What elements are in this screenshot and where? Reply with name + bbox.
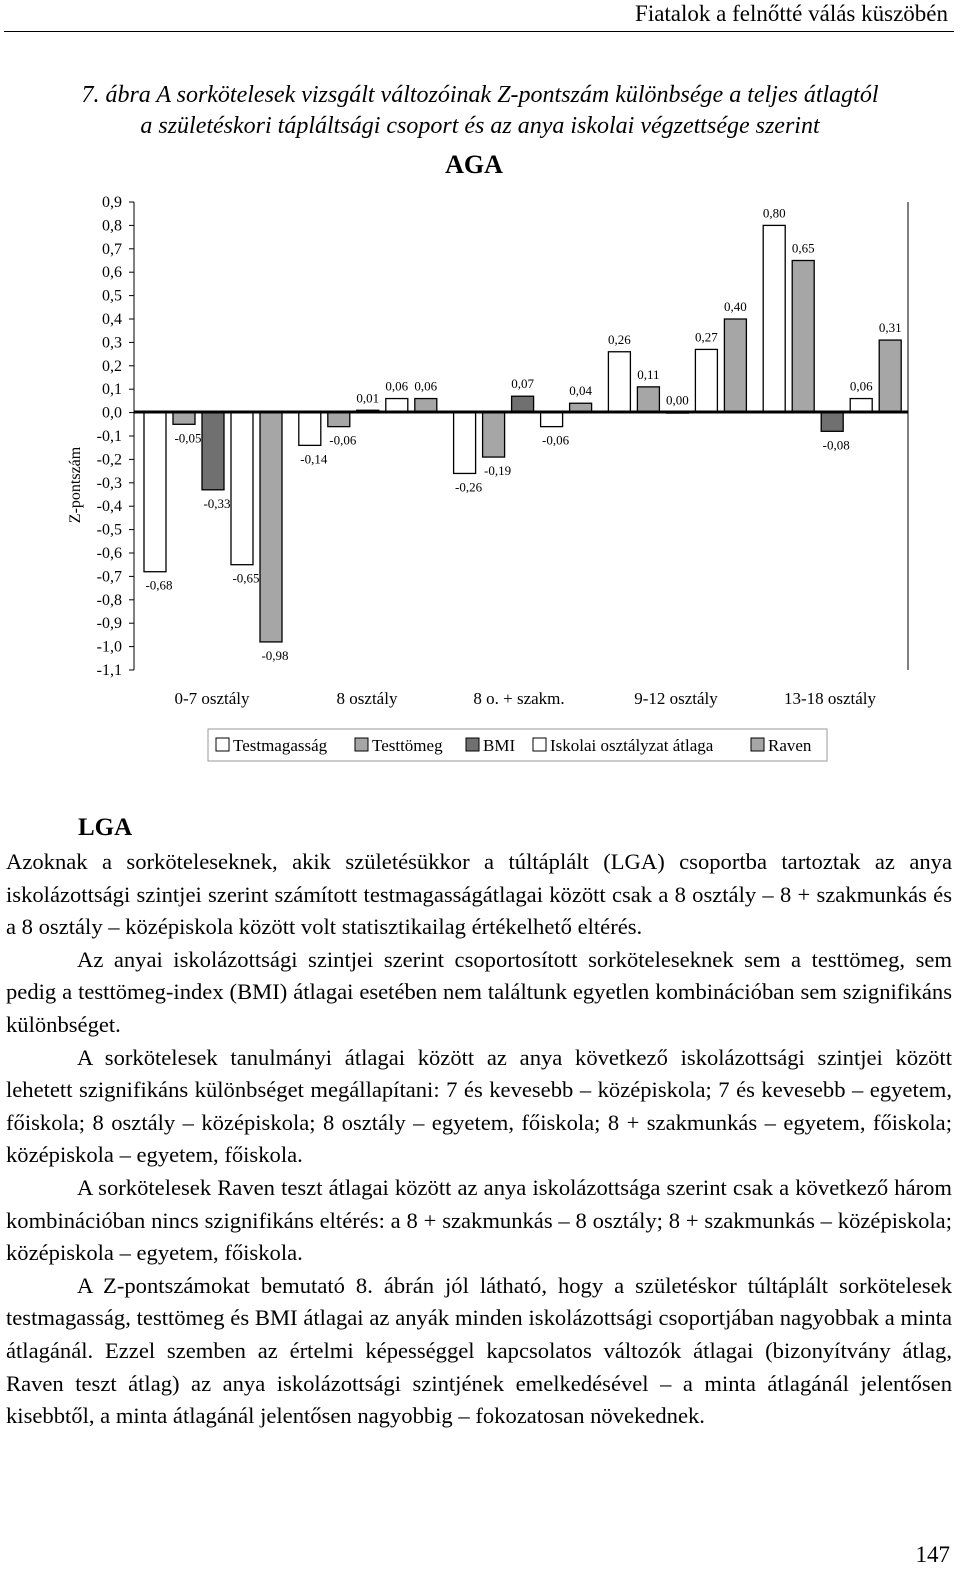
y-tick-label: 0,3 xyxy=(102,334,122,352)
bar-value-label: 0,65 xyxy=(791,240,815,256)
body-text xyxy=(6,846,952,1433)
bar-value-label: 0,06 xyxy=(849,378,873,394)
y-tick-label: -0,7 xyxy=(96,568,122,586)
y-ticks xyxy=(97,194,134,679)
paragraph-3: A sorkötelesek tanulmányi átlagai között az anya következő iskolázottsági szintjei között lehetett szignifikáns különbséget megállapítani: 7 és kevesebb – középiskola; 7 és kevesebb – egyetem, főiskola; 8 osztály – középiskola; 8 osztály – egyetem, főiskola; 8 + szakmunkás – egyetem, főiskola; középiskola – egyetem, főiskola. xyxy=(6,1044,952,1168)
running-header-text: Fiatalok a felnőtté válás küszöbén xyxy=(635,1,948,26)
bar xyxy=(173,413,195,425)
section-heading: LGA xyxy=(78,814,133,841)
y-tick-label: -0,4 xyxy=(96,498,122,516)
bar xyxy=(763,225,785,412)
bar xyxy=(850,399,872,413)
bar-value-label: 0,00 xyxy=(666,392,689,408)
bar xyxy=(328,413,350,427)
bar xyxy=(454,413,476,474)
category-label: 8 osztály xyxy=(336,689,398,708)
bar-value-label: -0,14 xyxy=(300,451,328,467)
bar-value-label: 0,11 xyxy=(637,366,660,382)
bar-value-label: -0,65 xyxy=(232,570,260,586)
bar-value-label: 0,40 xyxy=(724,299,747,314)
legend-swatch xyxy=(533,738,546,751)
paragraph-2: Az anyai iskolázottsági szintjei szerint csoportosított sorköteleseknek sem a testtömeg, sem pedig a testtömeg-index (BMI) átlagai esetében nem találtunk egyetlen kombinációban sem szignifikáns különbséget. xyxy=(6,946,952,1037)
bar-labels xyxy=(145,205,901,663)
bar xyxy=(512,396,534,412)
bar xyxy=(483,413,505,457)
category-label: 0-7 osztály xyxy=(174,689,250,708)
legend-swatch xyxy=(355,738,368,751)
y-tick-label: 0,2 xyxy=(102,357,122,375)
y-tick-label: -0,8 xyxy=(96,591,122,609)
bar xyxy=(821,413,843,432)
legend-entry: Raven xyxy=(768,736,812,755)
bar xyxy=(231,413,253,565)
bar-value-label: -0,06 xyxy=(542,432,570,448)
bar xyxy=(299,413,321,446)
legend-entry: Iskolai osztályzat átlaga xyxy=(550,736,714,755)
y-tick-label: 0,0 xyxy=(102,404,122,422)
y-tick-label: 0,1 xyxy=(102,381,122,399)
bar xyxy=(202,413,224,490)
y-tick-label: 0,9 xyxy=(102,194,122,211)
chart-title: AGA xyxy=(445,150,503,179)
bar-value-label: 0,27 xyxy=(695,329,718,345)
bar-value-label: 0,06 xyxy=(414,378,438,394)
bar-value-label: -0,68 xyxy=(145,577,173,593)
y-tick-label: 0,7 xyxy=(102,240,122,258)
bar-value-label: -0,06 xyxy=(329,432,357,448)
bar-value-label: 0,04 xyxy=(569,383,592,399)
bar-value-label: -0,33 xyxy=(203,495,231,511)
running-header xyxy=(0,0,960,32)
y-tick-label: -1,0 xyxy=(96,638,122,656)
bar-value-label: -0,08 xyxy=(822,437,850,453)
legend-swatch xyxy=(466,738,479,751)
y-tick-label: -0,5 xyxy=(96,521,122,539)
bar xyxy=(724,319,746,413)
y-tick-label: 0,5 xyxy=(102,287,122,305)
y-tick-label: 0,4 xyxy=(102,311,122,328)
paragraph-4: A sorkötelesek Raven teszt átlagai között az anya iskolázottsága szerint csak a következő három kombinációban nincs szignifikáns eltérés: a 8 + szakmunkás – 8 osztály; 8 + szakmunkás – középiskola; középiskola – egyetem, főiskola. xyxy=(6,1174,952,1266)
legend-entry: Testmagasság xyxy=(233,736,328,755)
bar-value-label: 0,01 xyxy=(356,390,380,406)
bar xyxy=(144,413,166,572)
bar xyxy=(879,340,901,413)
bar xyxy=(260,413,282,642)
legend-swatch xyxy=(751,738,764,751)
legend-entry: BMI xyxy=(483,736,516,755)
paragraph-5: A Z-pontszámokat bemutató 8. ábrán jól látható, hogy a születéskor túltáplált sorkötelesek testmagasság, testtömeg és BMI átlagai az anyák minden iskolázottsági csoportjában nagyobbak a minta átlagánál. Ezzel szemben az értelmi képességgel kapcsolatos változók átlagai (bizonyítvány átlag, Raven teszt átlag) az anya iskolázottsági szintjének emelkedésével – a minta átlagánál jelentősen kisebbtől, a minta átlagánál jelentősen nagyobbig – fokozatosan növekednek. xyxy=(6,1272,952,1429)
aga-bar-chart xyxy=(0,140,960,780)
y-tick-label: -1,1 xyxy=(96,662,122,679)
y-axis-label: Z-pontszám xyxy=(67,446,84,524)
bar-value-label: 0,80 xyxy=(762,205,786,221)
bar xyxy=(415,399,437,413)
bar-value-label: -0,26 xyxy=(455,479,483,495)
legend-entry: Testtömeg xyxy=(372,736,443,755)
chart-legend xyxy=(208,729,827,761)
bar-value-label: -0,98 xyxy=(261,647,289,663)
header-rule xyxy=(4,31,954,32)
category-label: 13-18 osztály xyxy=(783,689,877,708)
bar xyxy=(608,352,630,413)
y-tick-label: -0,9 xyxy=(96,615,122,633)
bar-value-label: 0,07 xyxy=(511,376,534,392)
bar xyxy=(792,261,814,413)
bar xyxy=(695,349,717,412)
figure-caption-line-1: 7. ábra A sorkötelesek vizsgált változóinak Z-pontszám különbsége a teljes átlagtól xyxy=(81,82,879,108)
bar-value-label: 0,26 xyxy=(608,331,631,347)
bar-value-label: -0,05 xyxy=(174,430,202,446)
category-labels xyxy=(174,689,876,708)
category-label: 8 o. + szakm. xyxy=(473,689,565,708)
y-tick-label: -0,6 xyxy=(96,545,122,562)
bar-value-label: 0,06 xyxy=(385,378,409,394)
figure-caption-line-2: a születéskori tápláltsági csoport és az anya iskolai végzettsége szerint xyxy=(140,113,820,139)
y-tick-label: -0,1 xyxy=(96,428,122,445)
bar xyxy=(637,387,659,413)
y-tick-label: -0,2 xyxy=(96,451,122,469)
category-label: 9-12 osztály xyxy=(634,689,718,708)
y-tick-label: 0,6 xyxy=(102,264,122,282)
y-tick-label: -0,3 xyxy=(96,474,122,492)
bar xyxy=(541,413,563,427)
bar xyxy=(386,399,408,413)
bar-value-label: -0,19 xyxy=(484,463,512,479)
legend-swatch xyxy=(216,738,229,751)
bar-value-label: 0,31 xyxy=(878,320,902,336)
page-number: 147 xyxy=(915,1542,950,1567)
y-tick-label: 0,8 xyxy=(102,217,122,235)
paragraph-1: Azoknak a sorköteleseknek, akik születésükkor a túltáplált (LGA) csoportba tartoztak az anya iskolázottsági szintjei szerint számított testmagasságátlagai között csak a 8 osztály – 8 + szakmunkás és a 8 osztály – középiskola között volt statisztikailag értékelhető eltérés. xyxy=(6,849,952,940)
figure-caption xyxy=(10,80,950,142)
